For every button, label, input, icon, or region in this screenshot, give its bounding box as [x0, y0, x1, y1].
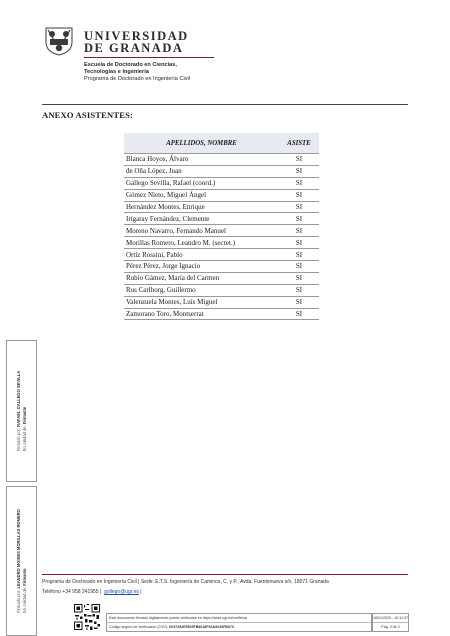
attendee-attends: SI [279, 249, 319, 261]
attendee-attends: SI [279, 284, 319, 296]
attendee-attends: SI [279, 237, 319, 249]
header-divider [42, 104, 408, 105]
table-row [124, 261, 319, 273]
attendee-attends: SI [279, 165, 319, 177]
program-line: Programa de Doctorado en Ingeniería Civil [84, 76, 191, 83]
school-line1: Escuela de Doctorado en Ciencias, [84, 62, 177, 68]
attendee-attends: SI [279, 201, 319, 213]
verification-code-label: Código seguro de verificación (CSV): [109, 625, 169, 629]
table-row [124, 189, 319, 201]
attendee-name: Ortiz Rossini, Pablo [124, 249, 279, 261]
footer-contact [42, 577, 329, 597]
attendee-name: Moreno Navarro, Fernando Manuel [124, 225, 279, 237]
verification-code: 6037252E5509FB8018F54A9246FB670 [169, 625, 234, 629]
university-name-line1: UNIVERSIDAD [84, 29, 189, 43]
attendee-name: Gómez Nieto, Miguel Ángel [124, 189, 279, 201]
attendee-attends: SI [279, 213, 319, 225]
attendee-name: Irigaray Fernández, Clemente [124, 213, 279, 225]
attendee-attends: SI [279, 272, 319, 284]
attendee-name: Blanca Hoyos, Álvaro [124, 154, 279, 166]
table-row [124, 308, 319, 320]
school-info [84, 62, 190, 84]
footer-email-link[interactable]: gollego@ugr.es [104, 589, 139, 595]
attendee-name: Rubio Gámez, María del Carmen [124, 272, 279, 284]
table-row [124, 213, 319, 225]
university-name [84, 30, 189, 54]
attendees-table [124, 133, 319, 320]
attendee-name: Valenzuela Montes, Luis Miguel [124, 296, 279, 308]
attendee-name: Gallego Sevilla, Rafael (coord.) [124, 177, 279, 189]
signature-1-state-label: En calidad de: [21, 425, 27, 452]
signature-1-prefix: Firmado por: [15, 428, 21, 452]
signature-1-name: RAFAEL GALLEGO SEVILLA [15, 370, 21, 427]
attendee-attends: SI [279, 225, 319, 237]
footer-phone: Teléfono +34 958 241955 | [42, 589, 102, 595]
attendee-name: Morillas Romero, Leandro M. (secret.) [124, 237, 279, 249]
university-crest-logo [42, 26, 76, 56]
table-row [124, 201, 319, 213]
attendees-table-body [124, 154, 319, 320]
page-number: Pág. 3 de 3 [381, 625, 400, 629]
table-row [124, 284, 319, 296]
verification-text: Este documento firmado digitalmente puede verificarse en https://sede.ugr.es/verifirma [107, 614, 371, 623]
attendee-name: Hernández Montes, Enrique [124, 201, 279, 213]
school-line2: Tecnologías e Ingeniería [84, 69, 149, 76]
attendee-name: Rus Carlborg, Guillermo [124, 284, 279, 296]
logo-divider [84, 57, 214, 58]
attendee-attends: SI [279, 177, 319, 189]
table-row [124, 165, 319, 177]
signature-2-name: LEANDRO MOISES MORILLAS ROMERO [15, 509, 21, 589]
footer-address: Programa de Doctorado en Ingeniería Civil | Sede: E.T.S. Ingeniería de Caminos, C. y P., Avda. Fuentenueva s/n, 18071 Granada [42, 579, 329, 585]
table-row [124, 272, 319, 284]
table-row [124, 225, 319, 237]
attendee-attends: SI [279, 308, 319, 320]
date-page-box [372, 613, 409, 632]
university-name-line2: DE GRANADA [84, 41, 184, 55]
attendee-name: Zamorano Toro, Montserrat [124, 308, 279, 320]
table-row [124, 177, 319, 189]
signature-1-state: Firmante [21, 406, 27, 425]
signature-box-1 [6, 340, 37, 482]
attendee-name: Pérez Pérez, Jorge Ignacio [124, 261, 279, 273]
table-header-row [124, 133, 319, 154]
signature-box-2 [6, 486, 37, 636]
attendee-attends: SI [279, 296, 319, 308]
verification-box [106, 613, 372, 632]
attendee-attends: SI [279, 261, 319, 273]
table-row [124, 237, 319, 249]
footer-divider [42, 574, 408, 575]
column-header-name: APELLIDOS, NOMBRE [124, 133, 279, 154]
footer-email-suffix: | [140, 589, 142, 595]
qr-code-icon [74, 604, 100, 630]
attendee-name: de Oña López, Juan [124, 165, 279, 177]
signature-2-prefix: Firmado por: [15, 589, 21, 613]
table-row [124, 249, 319, 261]
signature-2-state-label: En calidad de: [21, 586, 27, 613]
attendee-attends: SI [279, 154, 319, 166]
signature-2-text [16, 509, 28, 613]
attendee-attends: SI [279, 189, 319, 201]
section-title: ANEXO ASISTENTES: [42, 110, 134, 120]
signature-date: 18/01/2025 - 10:11:37 [373, 614, 408, 623]
signature-2-state: Firmante [21, 568, 27, 586]
table-row [124, 296, 319, 308]
column-header-attends: ASISTE [279, 133, 319, 154]
signature-1-text [16, 371, 28, 451]
table-row [124, 154, 319, 166]
